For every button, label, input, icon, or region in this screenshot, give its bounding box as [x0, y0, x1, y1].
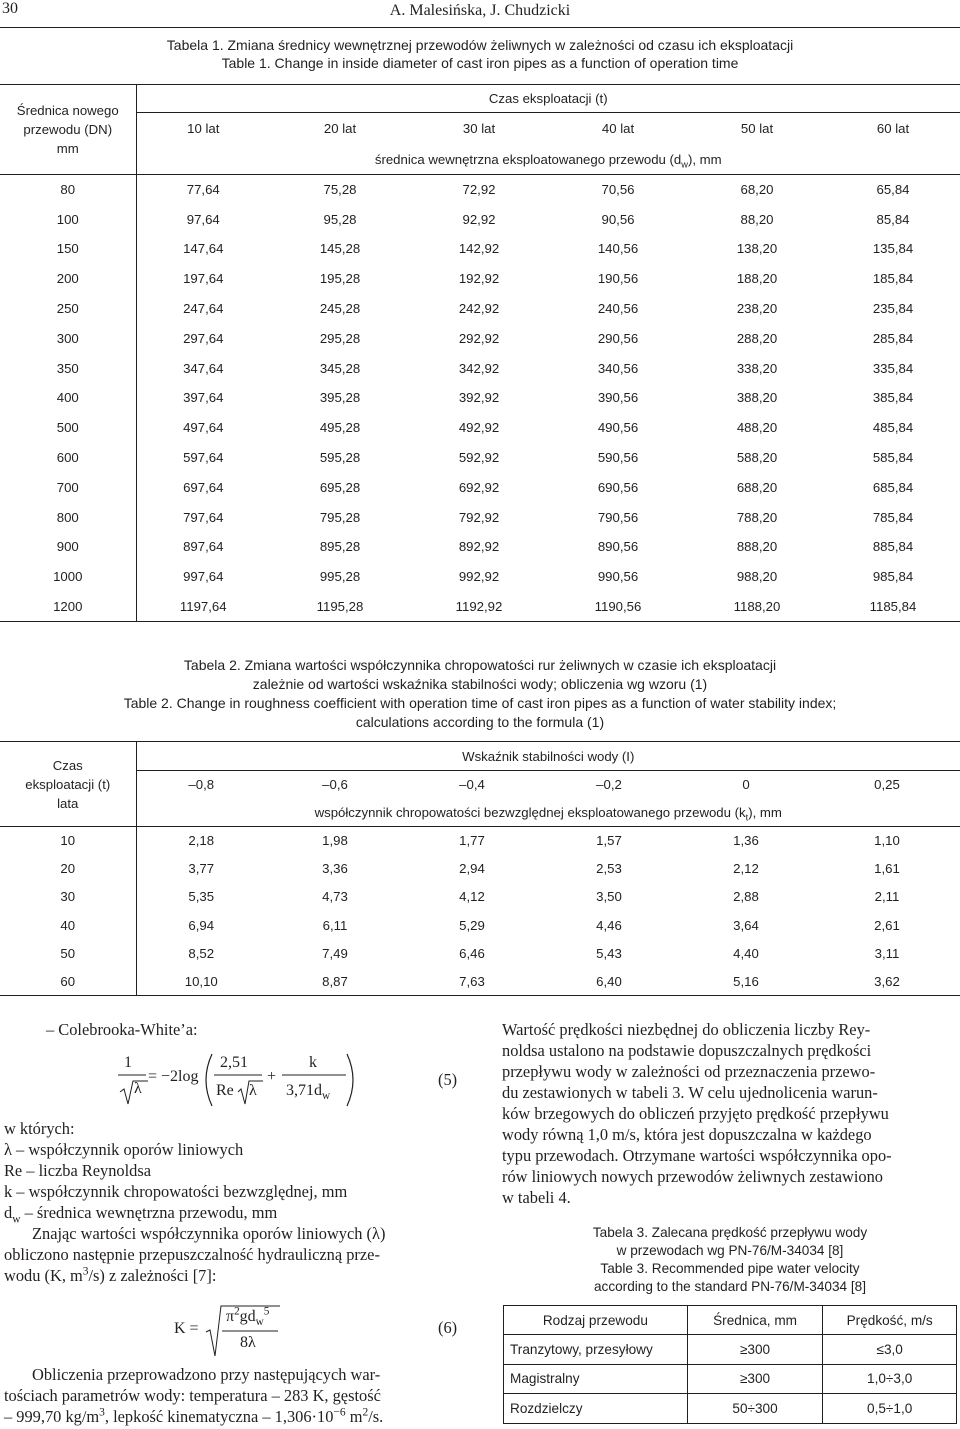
eq5-lambda: λ — [134, 1080, 142, 1097]
eq6-denominator: 8λ — [240, 1334, 256, 1351]
table1-cell: 497,64 — [183, 420, 224, 436]
table1-row — [0, 323, 960, 353]
table1-row — [0, 204, 960, 234]
def-re: Re – liczba Reynoldsa — [4, 1161, 152, 1180]
table2-cell: 2,18 — [188, 833, 215, 849]
table1-cell: 1188,20 — [688, 592, 826, 622]
table1-cell: 895,28 — [319, 539, 361, 555]
table1-cell: 340,56 — [597, 360, 639, 376]
table1-cell: 788,20 — [736, 509, 778, 525]
table2-row — [0, 883, 960, 911]
table1-cell: 885,84 — [872, 539, 914, 555]
table2-caption-pl-1: Tabela 2. Zmiana wartości współczynnika chropowatości rur żeliwnych w czasie ich eksploatacji — [183, 657, 777, 673]
table1-row-label: 500 — [0, 413, 136, 443]
table1-row-label: 300 — [0, 323, 136, 353]
table2-cell: 2,11 — [874, 889, 900, 905]
table2-row — [0, 967, 960, 995]
table1-cell: 695,28 — [319, 479, 361, 495]
table3-row-label: Rozdzielczy — [504, 1394, 688, 1424]
eq5-k: k — [309, 1054, 317, 1071]
table1-row-label: 200 — [0, 264, 136, 294]
table1-cell: 145,28 — [319, 241, 361, 257]
table1-cell: 345,28 — [319, 360, 361, 376]
table2-cell: 1,10 — [874, 833, 900, 849]
eq5-371dw: $3,71d_w$ — [286, 1082, 331, 1103]
table1-cell: 397,64 — [183, 390, 224, 406]
page-number: 30 — [2, 0, 18, 17]
table1-cell: 92,92 — [462, 211, 496, 227]
table1-row — [0, 413, 960, 443]
table1-cell: 592,92 — [458, 450, 500, 466]
table1-cell: 685,84 — [872, 479, 914, 495]
table3-cell: 0,5÷1,0 — [823, 1394, 957, 1424]
table2-cell: 8,87 — [266, 967, 404, 995]
table1-cell: 692,92 — [458, 479, 500, 495]
eq6-number: (6) — [438, 1318, 458, 1337]
table1-cell: 992,92 — [458, 569, 500, 585]
eq5-lambda-2: λ — [249, 1082, 257, 1099]
table1-col-header: 50 lat — [740, 121, 774, 137]
equation-6 — [170, 1304, 470, 1360]
table1-row — [0, 532, 960, 562]
table2-row-label: 20 — [0, 855, 136, 883]
table1-cell: 247,64 — [183, 301, 224, 317]
table1-col-header: 40 lat — [601, 121, 635, 137]
table3-caption-pl-1: Tabela 3. Zalecana prędkość przepływu wody — [592, 1225, 868, 1240]
table1-cell: 785,84 — [872, 509, 914, 525]
table1-row — [0, 472, 960, 502]
table2-cell: 2,88 — [733, 889, 759, 905]
table2-cell: 7,49 — [322, 945, 348, 961]
table3-col-header: Rodzaj przewodu — [504, 1306, 688, 1335]
table1-cell: 97,64 — [186, 211, 220, 227]
table1-cell: 238,20 — [736, 301, 778, 317]
table2-cell: 10,10 — [136, 967, 266, 995]
table1-cell: 495,28 — [319, 420, 361, 436]
table1-cell: 795,28 — [319, 509, 361, 525]
para2-line1: Obliczenia przeprowadzono przy następujących war- — [32, 1365, 381, 1384]
table1-cell: 1192,92 — [410, 592, 548, 622]
table2-cell: 7,63 — [404, 967, 540, 995]
table1-cell: 338,20 — [736, 360, 778, 376]
table1-cell: 68,20 — [740, 182, 774, 198]
table1-cell: 1185,84 — [826, 592, 960, 622]
table1-cell: 347,64 — [183, 360, 224, 376]
table1-cell: 595,28 — [319, 450, 361, 466]
right-para-line: noldsa ustalono na podstawie dopuszczalnych prędkości — [502, 1041, 872, 1060]
table3-row — [504, 1335, 957, 1365]
table1-cell: 90,56 — [601, 211, 635, 227]
table1-cell: 490,56 — [597, 420, 639, 436]
table1-cell: 390,56 — [597, 390, 639, 406]
table3-col-header: Prędkość, m/s — [823, 1306, 957, 1335]
table2-col-header: –0,6 — [322, 777, 348, 793]
table1-cell: 890,56 — [597, 539, 639, 555]
table1-row-label: 600 — [0, 443, 136, 473]
table2-cell: 1,77 — [459, 833, 485, 849]
table2-cell: 4,46 — [596, 917, 622, 933]
table1-row — [0, 383, 960, 413]
table1-cell: 990,56 — [597, 569, 639, 585]
table1-row-label: 900 — [0, 532, 136, 562]
table1-cell: 70,56 — [601, 182, 635, 198]
table1-row — [0, 294, 960, 324]
right-paragraph — [502, 1019, 958, 1208]
table2-cell: 3,77 — [188, 861, 215, 877]
table1-col-header: 10 lat — [187, 121, 220, 137]
table3-cell: ≥300 — [687, 1364, 823, 1394]
table1-cell: 997,64 — [183, 569, 224, 585]
table3 — [503, 1305, 957, 1424]
para1-line1: Znając wartości współczynnika oporów liniowych (λ) — [32, 1224, 386, 1243]
right-para-line: w tabeli 4. — [502, 1188, 571, 1207]
table2-cell: 2,53 — [596, 861, 622, 877]
table1-row-label: 150 — [0, 234, 136, 264]
table2 — [0, 741, 960, 996]
table1-cell: 197,64 — [183, 271, 224, 287]
table3-row — [504, 1394, 957, 1424]
table2-row-label: 10 — [0, 827, 136, 855]
table2-cell: 3,11 — [874, 945, 900, 961]
para1-line3: wodu (K, $m^3/s$) z zależności [7]: — [4, 1265, 217, 1285]
eq6-k: K = — [174, 1320, 199, 1337]
table2-col-header: 0,25 — [874, 777, 900, 793]
table3-cell: ≤3,0 — [823, 1335, 957, 1365]
table1-cell: 190,56 — [597, 271, 639, 287]
table1-cell: 688,20 — [736, 479, 778, 495]
table1-cell: 140,56 — [597, 241, 639, 257]
table1-cell: 485,84 — [872, 420, 914, 436]
table1-cell: 142,92 — [458, 241, 500, 257]
table1-cell: 75,28 — [323, 182, 357, 198]
table2-cell: 2,94 — [459, 861, 485, 877]
para1-line2: obliczono następnie przepuszczalność hydrauliczną prze- — [4, 1245, 380, 1264]
table1-cell: 385,84 — [872, 390, 914, 406]
table1-row-label: 100 — [0, 204, 136, 234]
right-para-line: du zestawionych w tabeli 3. W celu ujednolicenia warun- — [502, 1083, 878, 1102]
table3-cell: ≥300 — [687, 1335, 823, 1365]
table2-cell: 3,36 — [322, 861, 348, 877]
table2-col-header: –0,4 — [459, 777, 485, 793]
equation-5 — [100, 1048, 470, 1118]
table1-cell: 240,56 — [597, 301, 639, 317]
def-lambda: λ – współczynnik oporów liniowych — [4, 1140, 244, 1159]
table1-cell: 790,56 — [597, 509, 639, 525]
table1-cell: 690,56 — [597, 479, 639, 495]
table1-row — [0, 264, 960, 294]
table1-col-header: 20 lat — [323, 121, 357, 137]
def-dw: $d_w$ – średnica wewnętrzna przewodu, mm — [4, 1203, 278, 1226]
table1-cell: 588,20 — [736, 450, 778, 466]
eq5-minus-2log: = −2log — [148, 1068, 199, 1085]
table1-cell: 77,64 — [186, 182, 220, 198]
table1-cell: 697,64 — [183, 479, 224, 495]
right-para-line: typu przewodach. Otrzymane wartości współczynnika opo- — [502, 1146, 892, 1165]
table1-cell: 342,92 — [458, 360, 500, 376]
table1-caption-en: Table 1. Change in inside diameter of cast iron pipes as a function of operation time — [221, 55, 739, 71]
table1-cell: 1190,56 — [548, 592, 688, 622]
table1-cell: 235,84 — [872, 301, 914, 317]
table2-cell: 1,36 — [733, 833, 759, 849]
right-para-line: wody równą 1,0 m/s, która jest dopuszczalna w każdego — [502, 1125, 872, 1144]
table2-cell: 4,73 — [322, 889, 348, 905]
eq5-numerator-one: 1 — [124, 1054, 132, 1071]
table1-group-header: Czas eksploatacji (t) — [136, 85, 960, 113]
table1-cell: 892,92 — [458, 539, 500, 555]
table2-cell: 1,57 — [596, 833, 622, 849]
table1-row-label: 400 — [0, 383, 136, 413]
table2-group-header: Wskaźnik stabilności wody (I) — [136, 742, 960, 771]
table1-col-header: 30 lat — [462, 121, 496, 137]
table1-cell: 995,28 — [319, 569, 361, 585]
eq5-number: (5) — [438, 1070, 458, 1089]
table2-caption-en-1: Table 2. Change in roughness coefficient with operation time of cast iron pipes as a function of water stability index; — [123, 695, 837, 711]
table1-row-label: 250 — [0, 294, 136, 324]
table1-col-header: 60 lat — [876, 121, 910, 137]
table1-cell: 492,92 — [458, 420, 500, 436]
table2-cell: 2,12 — [733, 861, 759, 877]
table2-col-header: –0,2 — [596, 777, 622, 793]
table1-row — [0, 592, 960, 622]
table2-row — [0, 939, 960, 967]
table1-cell: 290,56 — [597, 330, 639, 346]
table1-cell: 288,20 — [736, 330, 778, 346]
table1-cell: 985,84 — [872, 569, 914, 585]
running-head-authors: A. Malesińska, J. Chudzicki — [389, 2, 571, 19]
table2-cell: 5,43 — [596, 945, 622, 961]
table1-cell: 285,84 — [872, 330, 914, 346]
table1-cell: 590,56 — [597, 450, 639, 466]
right-para-line: rów liniowych nowych przewodów żeliwnych zestawiono — [502, 1167, 883, 1186]
table1-cell: 188,20 — [736, 271, 778, 287]
table3-col-header: Średnica, mm — [687, 1306, 823, 1335]
table1-row-label: 80 — [0, 175, 136, 205]
table3-caption — [502, 1224, 958, 1296]
table3-row-label: Tranzytowy, przesyłowy — [504, 1335, 688, 1365]
table1-row-label: 700 — [0, 472, 136, 502]
table2-cell: 3,62 — [814, 967, 960, 995]
table2-cell: 5,35 — [188, 889, 215, 905]
table2-cell: 3,64 — [733, 917, 759, 933]
def-k: k – współczynnik chropowatości bezwzględnej, mm — [4, 1182, 348, 1201]
table1-cell: 147,64 — [183, 241, 224, 257]
table2-row-label: 30 — [0, 883, 136, 911]
table2-row-header: Czas eksploatacji (t) lata — [0, 742, 136, 827]
para2-line3: – 999,70 $kg/m^3$, lepkość kinematyczna – $1,306\cdot 10^{-6}$ $m^2/s$. — [4, 1406, 384, 1426]
para2-line2: tościach parametrów wody: temperatura – 283 K, gęstość — [4, 1386, 381, 1405]
table1-cell: 135,84 — [872, 241, 914, 257]
table2-cell: 4,12 — [459, 889, 485, 905]
table1-row — [0, 234, 960, 264]
eq6-numerator: $\pi^2gd_w^5$ — [226, 1305, 270, 1329]
table3-header-row — [504, 1306, 957, 1335]
table1-row-label: 1200 — [0, 592, 136, 622]
table2-cell: 5,29 — [459, 917, 485, 933]
table2-cell: 6,94 — [188, 917, 215, 933]
table3-caption-pl-2: w przewodach wg PN-76/M-34034 [8] — [616, 1243, 844, 1258]
table1-row — [0, 562, 960, 592]
table1-cell: 988,20 — [736, 569, 778, 585]
table1-cell: 138,20 — [736, 241, 778, 257]
table2-row — [0, 911, 960, 939]
table1-row — [0, 443, 960, 473]
eq5-251: 2,51 — [220, 1054, 248, 1071]
table1-cell: 85,84 — [876, 211, 910, 227]
table2-column-headers — [0, 771, 960, 799]
table2-cell: 4,40 — [733, 945, 759, 961]
table1-cell: 488,20 — [736, 420, 778, 436]
table2-caption-en-2: calculations according to the formula (1) — [355, 714, 605, 730]
table1-cell: 395,28 — [319, 390, 361, 406]
table1-cell: 297,64 — [183, 330, 224, 346]
table1-row — [0, 502, 960, 532]
table2-cell: 3,50 — [596, 889, 622, 905]
eq5-re: Re — [216, 1082, 234, 1099]
right-para-line: Wartość prędkości niezbędnej do obliczenia liczby Rey- — [502, 1020, 871, 1039]
table1-cell: 88,20 — [740, 211, 774, 227]
table1 — [0, 84, 960, 622]
table2-row — [0, 827, 960, 855]
table1-cell: 65,84 — [876, 182, 910, 198]
table1-cell: 195,28 — [319, 271, 361, 287]
table2-subheader: współczynnik chropowatości bezwzględnej eksploatowanego przewodu $(k_t)$, mm — [136, 799, 960, 827]
table1-cell: 792,92 — [458, 509, 500, 525]
table1-row-label: 1000 — [0, 562, 136, 592]
right-para-line: przepływu wody w zależności od przeznaczenia przewo- — [502, 1062, 876, 1081]
table3-cell: 50÷300 — [687, 1394, 823, 1424]
table2-cell: 8,52 — [188, 945, 215, 961]
table1-cell: 1197,64 — [136, 592, 270, 622]
where-label: w których: — [4, 1119, 75, 1138]
table2-cell: 5,16 — [678, 967, 814, 995]
colebrook-intro: – Colebrooka-White’a: — [46, 1020, 198, 1039]
table2-row — [0, 855, 960, 883]
table1-cell: 888,20 — [736, 539, 778, 555]
table1-row-label: 350 — [0, 353, 136, 383]
table1-cell: 392,92 — [458, 390, 500, 406]
table1-row — [0, 353, 960, 383]
table1-column-headers — [0, 113, 960, 145]
table1-cell: 242,92 — [458, 301, 500, 317]
table2-row-label: 50 — [0, 939, 136, 967]
table3-row-label: Magistralny — [504, 1364, 688, 1394]
table1-cell: 585,84 — [872, 450, 914, 466]
table2-row-label: 60 — [0, 967, 136, 995]
table1-row-header: Średnica nowego przewodu (DN) mm — [0, 85, 136, 175]
table3-row — [504, 1364, 957, 1394]
table2-cell: 1,98 — [322, 833, 348, 849]
eq5-plus: + — [267, 1068, 277, 1085]
table2-cell: 6,46 — [459, 945, 485, 961]
table1-cell: 292,92 — [458, 330, 500, 346]
table1-cell: 797,64 — [183, 509, 224, 525]
table2-caption-pl-2: zależnie od wartości wskaźnika stabilności wody; obliczenia wg wzoru (1) — [252, 676, 708, 692]
table2-col-header: 0 — [742, 777, 750, 793]
table1-cell: 72,92 — [462, 182, 496, 198]
table2-cell: 2,61 — [874, 917, 900, 933]
table1-cell: 192,92 — [458, 271, 500, 287]
table1-cell: 897,64 — [183, 539, 224, 555]
table1-caption-pl: Tabela 1. Zmiana średnicy wewnętrznej przewodów żeliwnych w zależności od czasu ich eksploatacji — [166, 37, 794, 53]
table2-cell: 6,11 — [322, 917, 348, 933]
table2-cell: 6,40 — [540, 967, 678, 995]
table1-cell: 295,28 — [319, 330, 361, 346]
table2-col-header: –0,8 — [188, 777, 215, 793]
table1-cell: 335,84 — [872, 360, 914, 376]
table1-cell: 95,28 — [323, 211, 357, 227]
table2-row-label: 40 — [0, 911, 136, 939]
table1-cell: 185,84 — [872, 271, 914, 287]
table1-cell: 597,64 — [183, 450, 224, 466]
table3-cell: 1,0÷3,0 — [823, 1364, 957, 1394]
table1-row-label: 800 — [0, 502, 136, 532]
header-rule — [0, 27, 960, 28]
table1-subheader: średnica wewnętrzna eksploatowanego przewodu $(d_w)$, mm — [136, 145, 960, 175]
table3-caption-en-2: according to the standard PN-76/M-34034 [8] — [593, 1279, 867, 1294]
right-para-line: ków brzegowych do obliczeń przyjęto prędkość przepływu — [502, 1104, 889, 1123]
table1-cell: 1195,28 — [270, 592, 410, 622]
table1-row — [0, 175, 960, 205]
table2-cell: 1,61 — [874, 861, 900, 877]
table3-caption-en-1: Table 3. Recommended pipe water velocity — [600, 1261, 860, 1276]
table1-cell: 388,20 — [736, 390, 778, 406]
table1-cell: 245,28 — [319, 301, 361, 317]
